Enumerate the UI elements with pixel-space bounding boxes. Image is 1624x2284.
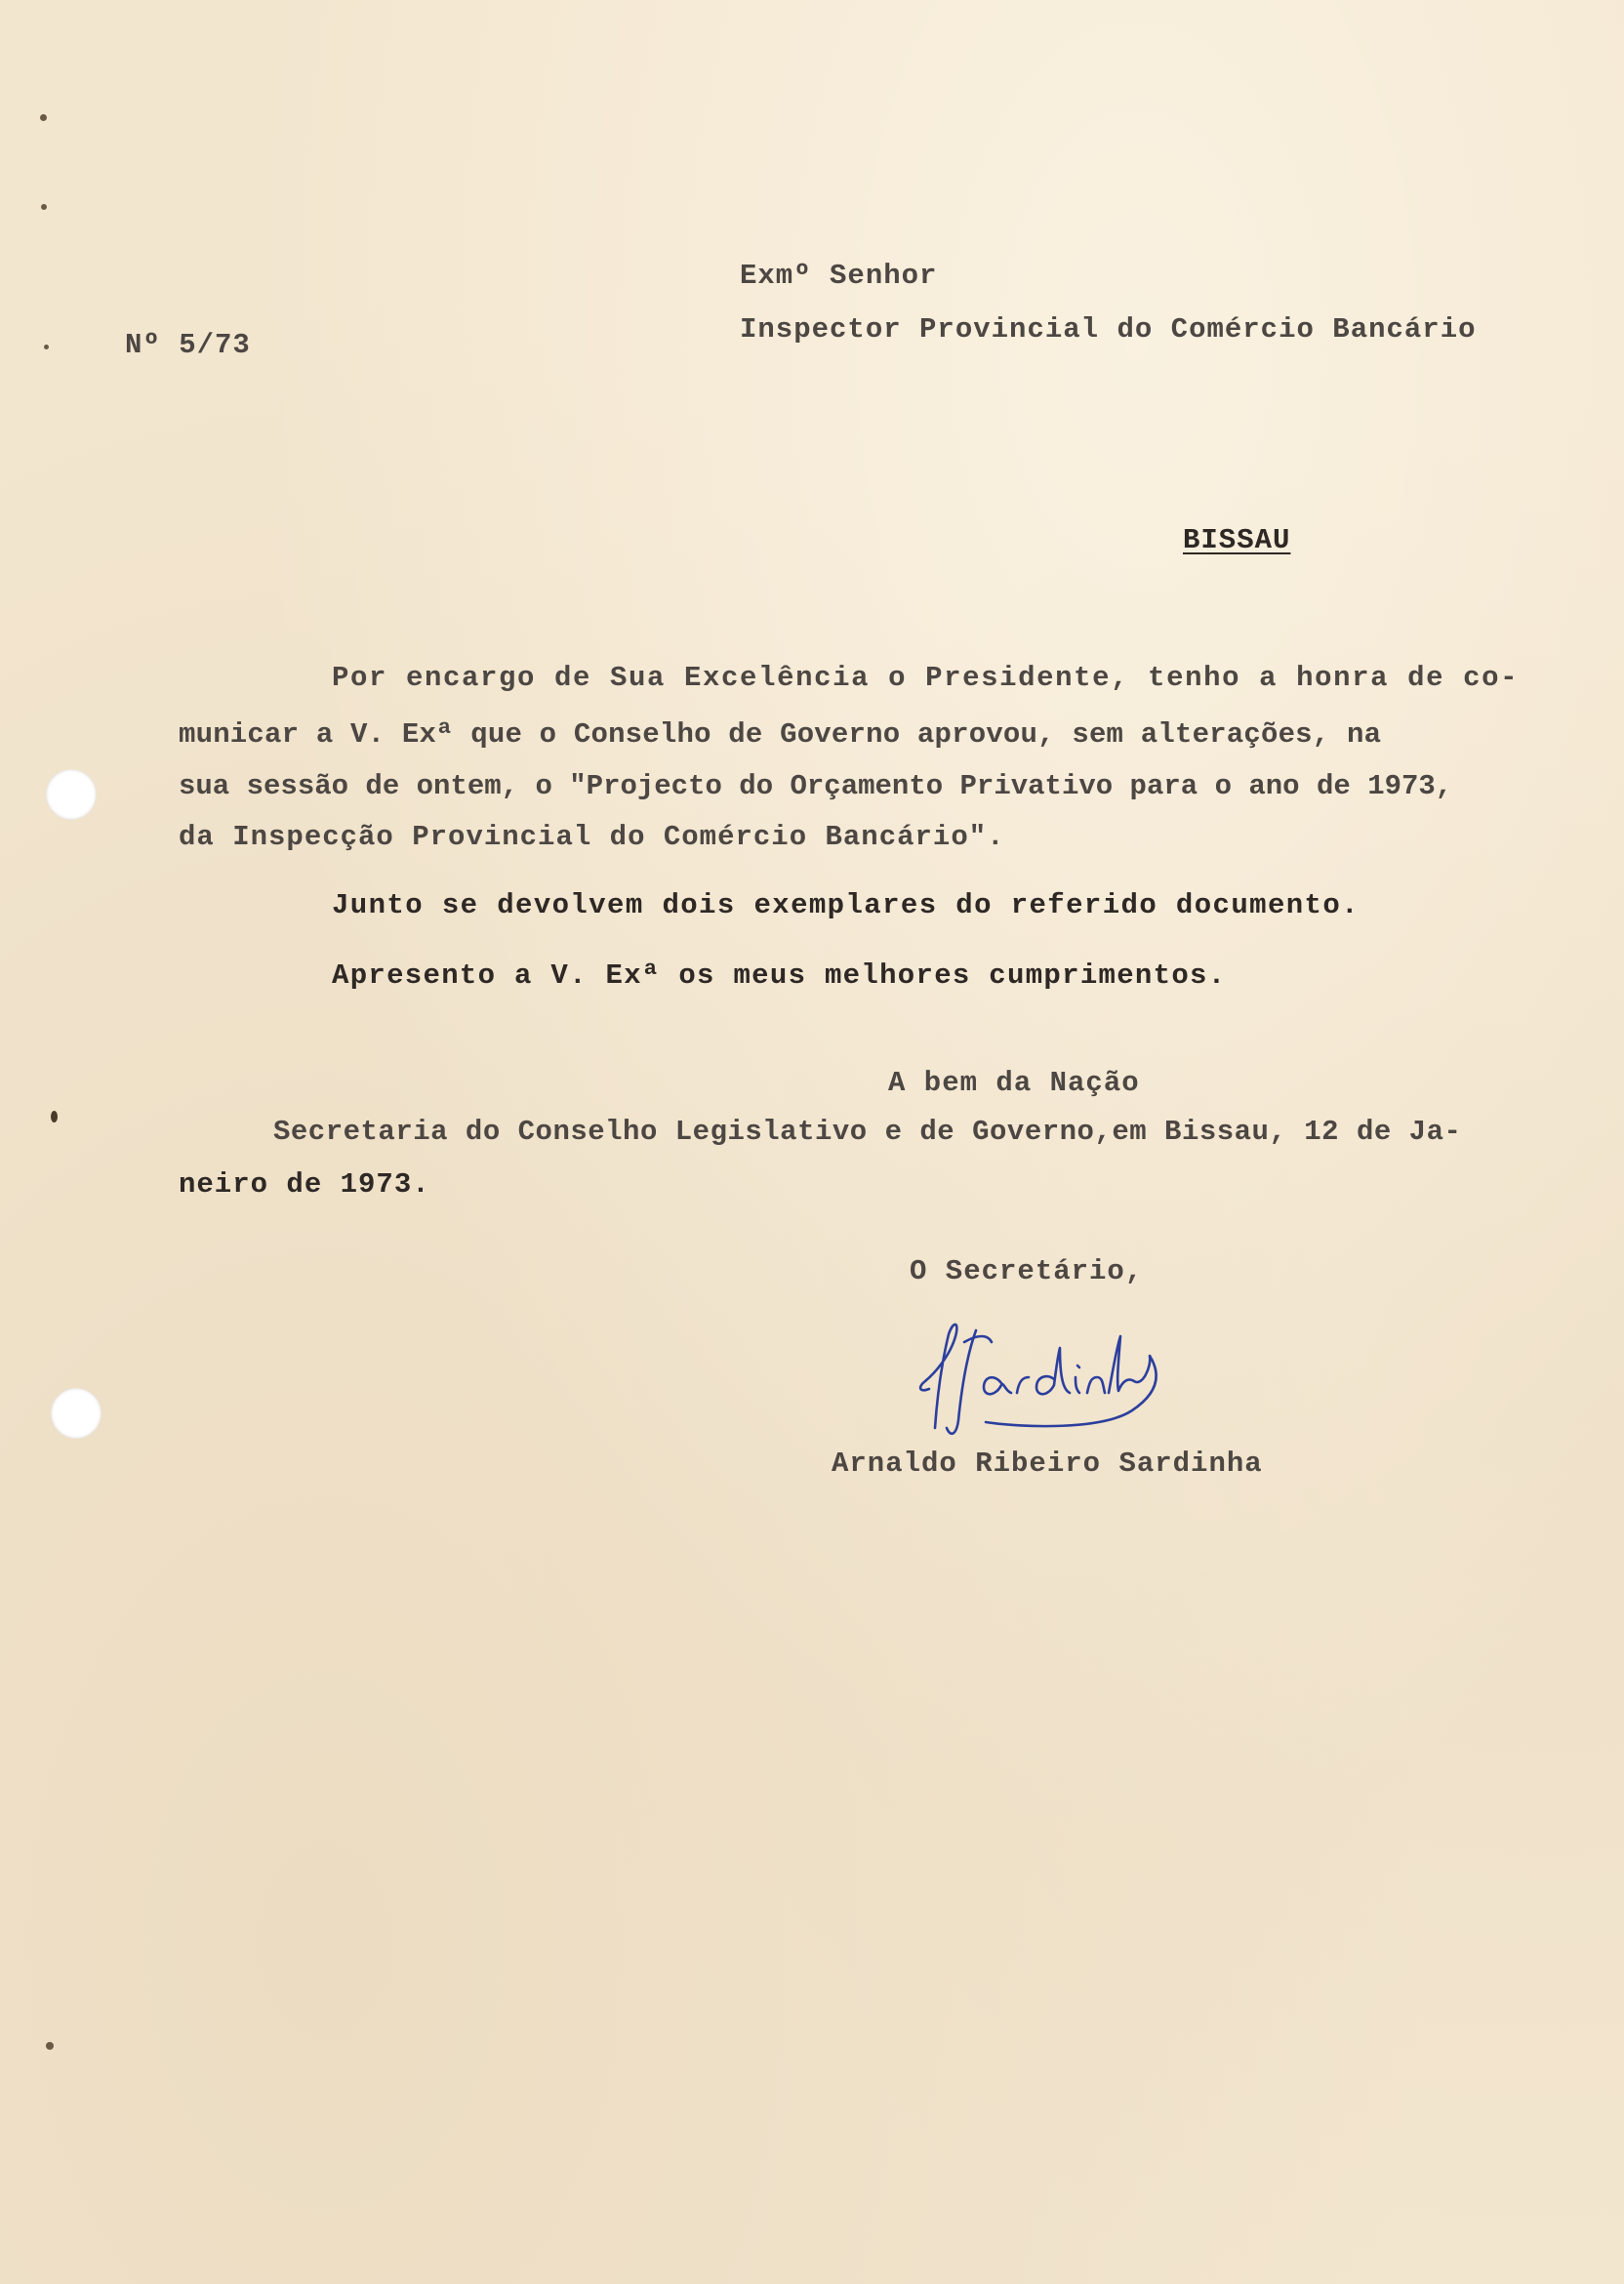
margin-speck: [40, 114, 47, 121]
addressee-title: Inspector Provincial do Comércio Bancário: [740, 313, 1477, 346]
body-paragraph-1-line-3: sua sessão de ontem, o "Projecto do Orçamento Privativo para o ano de 1973,: [179, 770, 1453, 802]
body-paragraph-3: Apresento a V. Exª os meus melhores cumprimentos.: [332, 959, 1227, 992]
body-paragraph-1-line-4: da Inspecção Provincial do Comércio Bancário".: [179, 821, 1005, 853]
punch-hole-upper: [46, 769, 97, 820]
closing-place-date-line-2: neiro de 1973.: [179, 1168, 430, 1201]
margin-speck: [44, 345, 49, 349]
signatory-role: O Secretário,: [910, 1255, 1144, 1287]
margin-speck: [46, 2042, 54, 2050]
body-paragraph-2: Junto se devolvem dois exemplares do referido documento.: [332, 889, 1360, 921]
signatory-name: Arnaldo Ribeiro Sardinha: [832, 1448, 1263, 1480]
handwritten-signature: [908, 1313, 1181, 1440]
body-paragraph-1-line-1: Por encargo de Sua Excelência o Presidente, tenho a honra de co-: [332, 662, 1520, 694]
closing-motto: A bem da Nação: [888, 1067, 1140, 1099]
reference-number: Nº 5/73: [125, 329, 251, 361]
margin-speck: [51, 1111, 58, 1122]
body-paragraph-1-line-2: municar a V. Exª que o Conselho de Governo aprovou, sem alterações, na: [179, 718, 1382, 751]
margin-speck: [41, 204, 47, 210]
punch-hole-lower: [51, 1388, 102, 1439]
closing-place-date-line-1: Secretaria do Conselho Legislativo e de Governo,em Bissau, 12 de Ja-: [273, 1116, 1462, 1148]
addressee-salutation: Exmº Senhor: [740, 260, 938, 292]
addressee-city: BISSAU: [1183, 524, 1291, 556]
